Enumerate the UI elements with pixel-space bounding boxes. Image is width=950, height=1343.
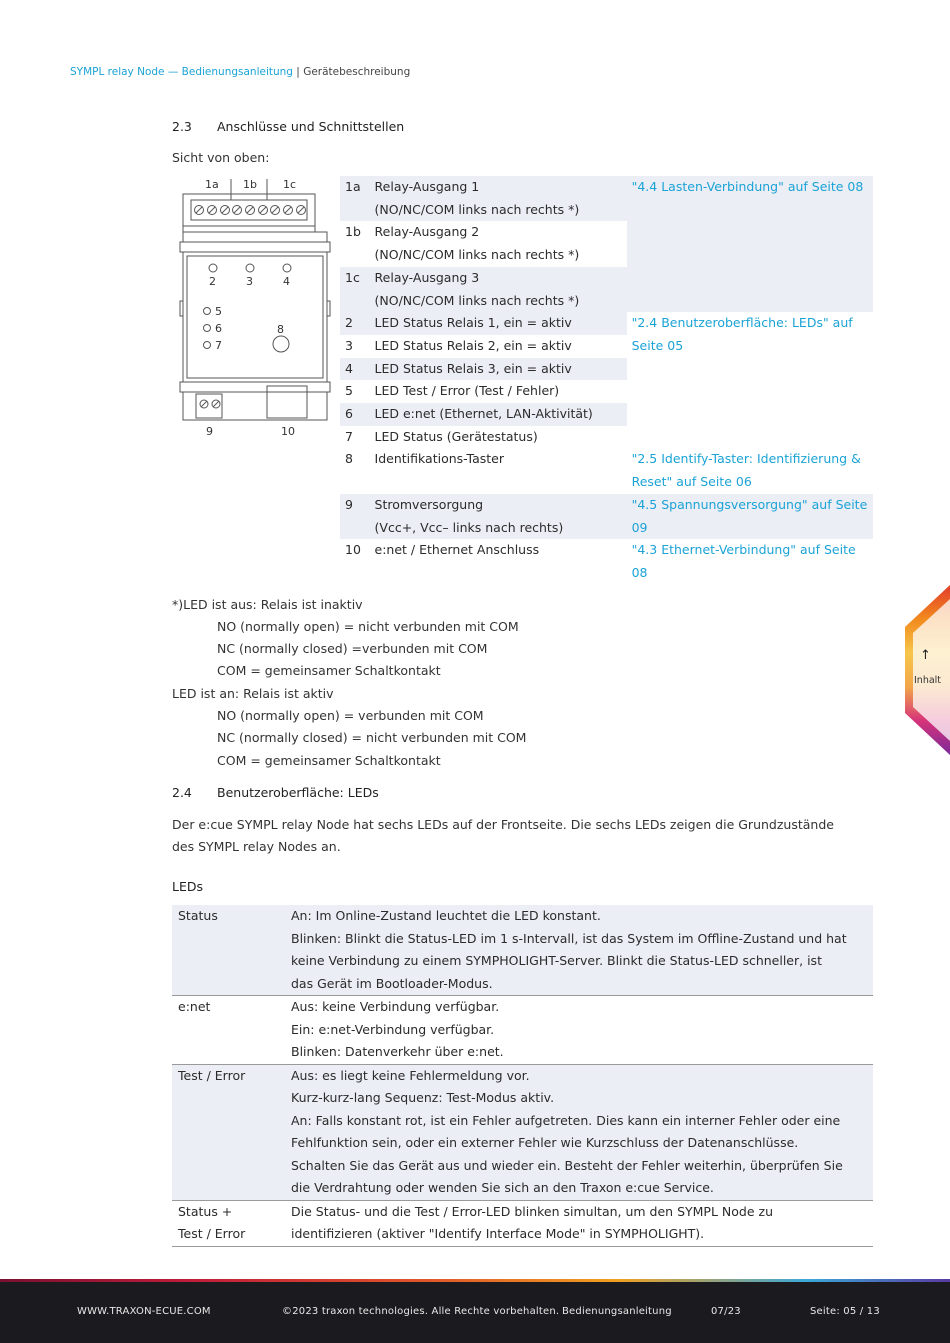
footer-page-number: Seite: 05 / 13 (810, 1306, 880, 1317)
table-row (172, 1064, 873, 1200)
conn-number: 7 (345, 428, 353, 444)
paragraph-line: des SYMPL relay Nodes an. (172, 839, 341, 854)
led-name-line: Status + (178, 1203, 233, 1219)
side-tab-label: Inhalt (914, 675, 942, 686)
conn-reference-link[interactable]: "4.3 Ethernet-Verbindung" auf Seite 08 (631, 542, 856, 580)
device-label-8: 8 (277, 323, 284, 336)
note-line: NC (normally closed) =verbunden mit COM (217, 641, 488, 656)
table-row (340, 448, 873, 493)
table-row (340, 539, 873, 584)
conn-number: 8 (345, 451, 353, 467)
led-description (285, 905, 873, 996)
conn-description: Stromversorgung (374, 496, 484, 512)
device-label-7: 7 (215, 339, 222, 352)
led-desc-line: Blinken: Blinkt die Status-LED im 1 s-Intervall, ist das System im Offline-Zustand und hat (291, 930, 847, 946)
device-label-6: 6 (215, 322, 222, 335)
led-desc-line: Fehlfunktion sein, oder ein externer Fehler wie Kurzschluss der Datenanschlüsse. (291, 1135, 799, 1150)
conn-number: 5 (345, 383, 353, 399)
led-desc-line: Aus: keine Verbindung verfügbar. (291, 999, 500, 1014)
led-desc-line: die Verdrahtung oder wenden Sie sich an den Traxon e:cue Service. (291, 1180, 714, 1195)
led-name-line: Test / Error (178, 1226, 246, 1241)
device-label-3: 3 (246, 275, 253, 288)
device-label-1b: 1b (243, 178, 257, 191)
conn-description: LED Status Relais 2, ein = aktiv (374, 337, 572, 353)
conn-description: LED e:net (Ethernet, LAN-Aktivität) (374, 406, 593, 422)
note-line: NO (normally open) = verbunden mit COM (217, 708, 484, 723)
section-heading-2-3 (172, 119, 404, 134)
note-led-on: LED ist an: Relais ist aktiv (172, 686, 334, 701)
side-toc-tab[interactable] (905, 585, 950, 755)
conn-description: LED Test / Error (Test / Fehler) (374, 383, 560, 399)
conn-description: Relay-Ausgang 1 (374, 179, 480, 194)
device-label-5: 5 (215, 305, 222, 318)
conn-number: 9 (345, 496, 353, 512)
section-title: Benutzeroberfläche: LEDs (217, 785, 379, 800)
led-name (172, 1200, 285, 1246)
led-desc-line: das Gerät im Bootloader-Modus. (291, 975, 493, 991)
led-description (285, 996, 873, 1065)
led-desc-line: Die Status- und die Test / Error-LED blinken simultan, um den SYMPL Node zu (291, 1203, 773, 1219)
device-label-2: 2 (209, 275, 216, 288)
table-row (172, 996, 873, 1065)
led-desc-line: Aus: es liegt keine Fehlermeldung vor. (291, 1067, 530, 1083)
led-desc-line: Blinken: Datenverkehr über e:net. (291, 1044, 504, 1059)
table-row (172, 905, 873, 996)
conn-reference-link[interactable]: "2.4 Benutzeroberfläche: LEDs" auf Seite 05 (631, 315, 853, 353)
conn-number: 2 (345, 315, 353, 331)
conn-number: 1a (345, 179, 361, 194)
note-line: COM = gemeinsamer Schaltkontakt (217, 663, 441, 678)
conn-number: 1c (345, 269, 360, 285)
conn-number: 4 (345, 360, 353, 376)
conn-number: 3 (345, 337, 353, 353)
conn-description: LED Status (Gerätestatus) (374, 428, 538, 444)
section-title: Anschlüsse und Schnittstellen (217, 119, 405, 134)
footer-color-bar (0, 1279, 950, 1282)
section-heading-2-4 (172, 785, 379, 800)
table-row (172, 1200, 873, 1246)
conn-description: LED Status Relais 1, ein = aktiv (374, 315, 572, 331)
paragraph-line: Der e:cue SYMPL relay Node hat sechs LEDs auf der Frontseite. Die sechs LEDs zeigen die Grundzustände (172, 817, 834, 832)
led-description (285, 1200, 873, 1246)
led-desc-line: keine Verbindung zu einem SYMPHOLIGHT-Server. Blinkt die Status-LED schneller, ist (291, 953, 822, 968)
arrow-up-icon: ↑ (920, 648, 931, 663)
table-row (340, 312, 873, 335)
led-description (285, 1064, 873, 1200)
conn-number: 1b (345, 224, 361, 240)
header-doc-title: SYMPL relay Node — Bedienungsanleitung (70, 66, 293, 78)
conn-reference-link[interactable]: "4.4 Lasten-Verbindung" auf Seite 08 (631, 179, 864, 194)
conn-description-detail: (NO/NC/COM links nach rechts *) (374, 201, 580, 217)
led-table (172, 905, 873, 1247)
device-label-10: 10 (281, 425, 295, 438)
led-desc-line: An: Falls konstant rot, ist ein Fehler aufgetreten. Dies kann ein interner Fehler oder eine (291, 1112, 841, 1128)
device-top-view-diagram (172, 176, 332, 446)
led-desc-line: Ein: e:net-Verbindung verfügbar. (291, 1021, 495, 1037)
table-row (340, 494, 873, 539)
conn-reference-link[interactable]: "2.5 Identify-Taster: Identifizierung & Reset" auf Seite 06 (631, 451, 861, 490)
conn-number: 6 (345, 406, 353, 422)
conn-description-detail: (Vcc+, Vcc– links nach rechts) (374, 519, 564, 535)
led-desc-line: identifizieren (aktiver "Identify Interface Mode" in SYMPHOLIGHT). (291, 1226, 705, 1241)
conn-reference-link[interactable]: "4.5 Spannungsversorgung" auf Seite 09 (631, 496, 868, 535)
section-number: 2.4 (172, 785, 192, 800)
led-name: e:net (178, 999, 211, 1014)
note-line: NO (normally open) = nicht verbunden mit COM (217, 619, 519, 634)
leds-heading: LEDs (172, 879, 203, 894)
conn-description: e:net / Ethernet Anschluss (374, 542, 540, 558)
header-section: Gerätebeschreibung (303, 66, 411, 78)
device-label-9: 9 (206, 425, 213, 438)
footer-doc-type: Bedienungsanleitung (562, 1306, 672, 1317)
led-name: Test / Error (178, 1067, 246, 1083)
note-line: NC (normally closed) = nicht verbunden mit COM (217, 730, 527, 745)
conn-description-detail: (NO/NC/COM links nach rechts *) (374, 247, 580, 263)
conn-description-detail: (NO/NC/COM links nach rechts *) (374, 292, 580, 308)
header-separator: | (292, 66, 304, 78)
led-desc-line: Schalten Sie das Gerät aus und wieder ein. Besteht der Fehler weiterhin, überprüfen Sie (291, 1157, 843, 1173)
led-desc-line: Kurz-kurz-lang Sequenz: Test-Modus aktiv. (291, 1090, 555, 1105)
view-intro: Sicht von oben: (172, 150, 270, 165)
led-desc-line: An: Im Online-Zustand leuchtet die LED konstant. (291, 908, 601, 923)
device-label-1a: 1a (205, 178, 219, 191)
section-number: 2.3 (172, 119, 192, 134)
note-line: COM = gemeinsamer Schaltkontakt (217, 753, 441, 768)
device-label-1c: 1c (283, 178, 297, 191)
conn-description: Relay-Ausgang 2 (374, 224, 480, 240)
footer-website[interactable]: WWW.TRAXON-ECUE.COM (77, 1306, 211, 1317)
device-label-4: 4 (283, 275, 290, 288)
conn-number: 10 (345, 542, 361, 558)
conn-description: Relay-Ausgang 3 (374, 269, 480, 285)
footer-date: 07/23 (711, 1306, 741, 1317)
led-name: Status (178, 908, 218, 923)
conn-description: LED Status Relais 3, ein = aktiv (374, 360, 572, 376)
conn-description: Identifikations-Taster (374, 451, 504, 467)
footer-copyright: ©2023 traxon technologies. Alle Rechte vorbehalten. (282, 1306, 560, 1317)
connections-table (340, 176, 873, 585)
table-row (340, 176, 873, 221)
page-header (70, 66, 410, 78)
note-led-off: *)LED ist aus: Relais ist inaktiv (172, 597, 363, 612)
